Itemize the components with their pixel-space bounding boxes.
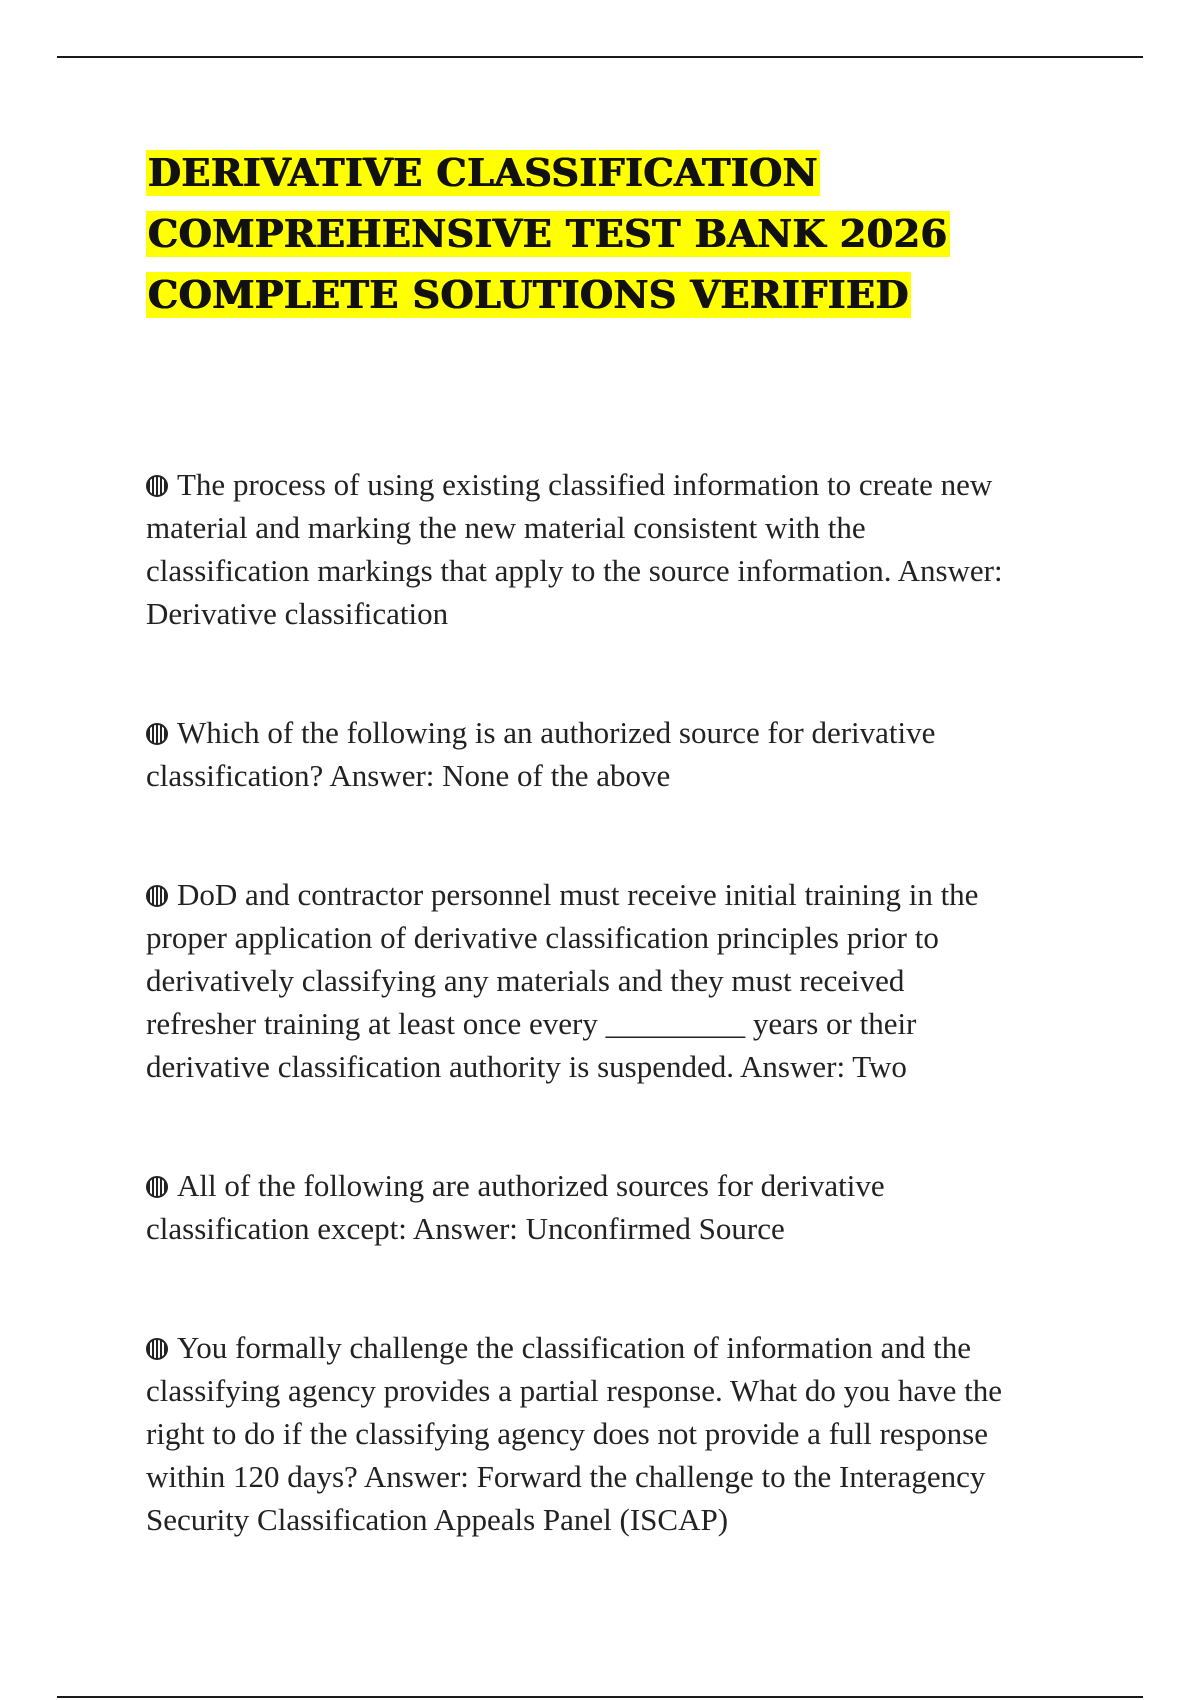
document-title [146,150,1046,333]
question-line: derivatively classifying any materials and they must received [146,963,905,998]
question-line: The process of using existing classified information to create new [146,463,1046,506]
question-line: classification? Answer: None of the above [146,758,671,793]
question-item [146,463,1046,635]
title-line: COMPREHENSIVE TEST BANK 2026 [148,211,948,256]
question-item [146,1164,1046,1250]
circle-bullet-icon [146,885,168,907]
question-line: proper application of derivative classification principles prior to [146,920,939,955]
question-item [146,873,1046,1088]
title-line: DERIVATIVE CLASSIFICATION [148,150,819,195]
circle-bullet-icon [146,475,168,497]
question-line: classification except: Answer: Unconfirmed Source [146,1211,785,1246]
question-item [146,711,1046,797]
question-line: classification markings that apply to the source information. Answer: [146,553,1003,588]
question-line: DoD and contractor personnel must receive initial training in the [146,873,1046,916]
circle-bullet-icon [146,723,168,745]
question-line: Which of the following is an authorized source for derivative [146,711,1046,754]
question-line: Derivative classification [146,596,449,631]
top-divider [57,56,1143,58]
question-line: Security Classification Appeals Panel (ISCAP) [146,1502,729,1537]
circle-bullet-icon [146,1338,168,1360]
circle-bullet-icon [146,1176,168,1198]
question-line: All of the following are authorized sources for derivative [146,1164,1046,1207]
question-line: classifying agency provides a partial response. What do you have the [146,1373,1002,1408]
title-line: COMPLETE SOLUTIONS VERIFIED [148,272,909,317]
question-line: You formally challenge the classification of information and the [146,1326,1046,1369]
question-item [146,1326,1046,1541]
question-list [146,463,1046,1541]
question-line: refresher training at least once every _________ years or their [146,1006,917,1041]
question-line: right to do if the classifying agency does not provide a full response [146,1416,988,1451]
question-line: material and marking the new material consistent with the [146,510,866,545]
question-line: derivative classification authority is suspended. Answer: Two [146,1049,907,1084]
question-line: within 120 days? Answer: Forward the challenge to the Interagency [146,1459,986,1494]
bottom-divider [57,1696,1143,1698]
